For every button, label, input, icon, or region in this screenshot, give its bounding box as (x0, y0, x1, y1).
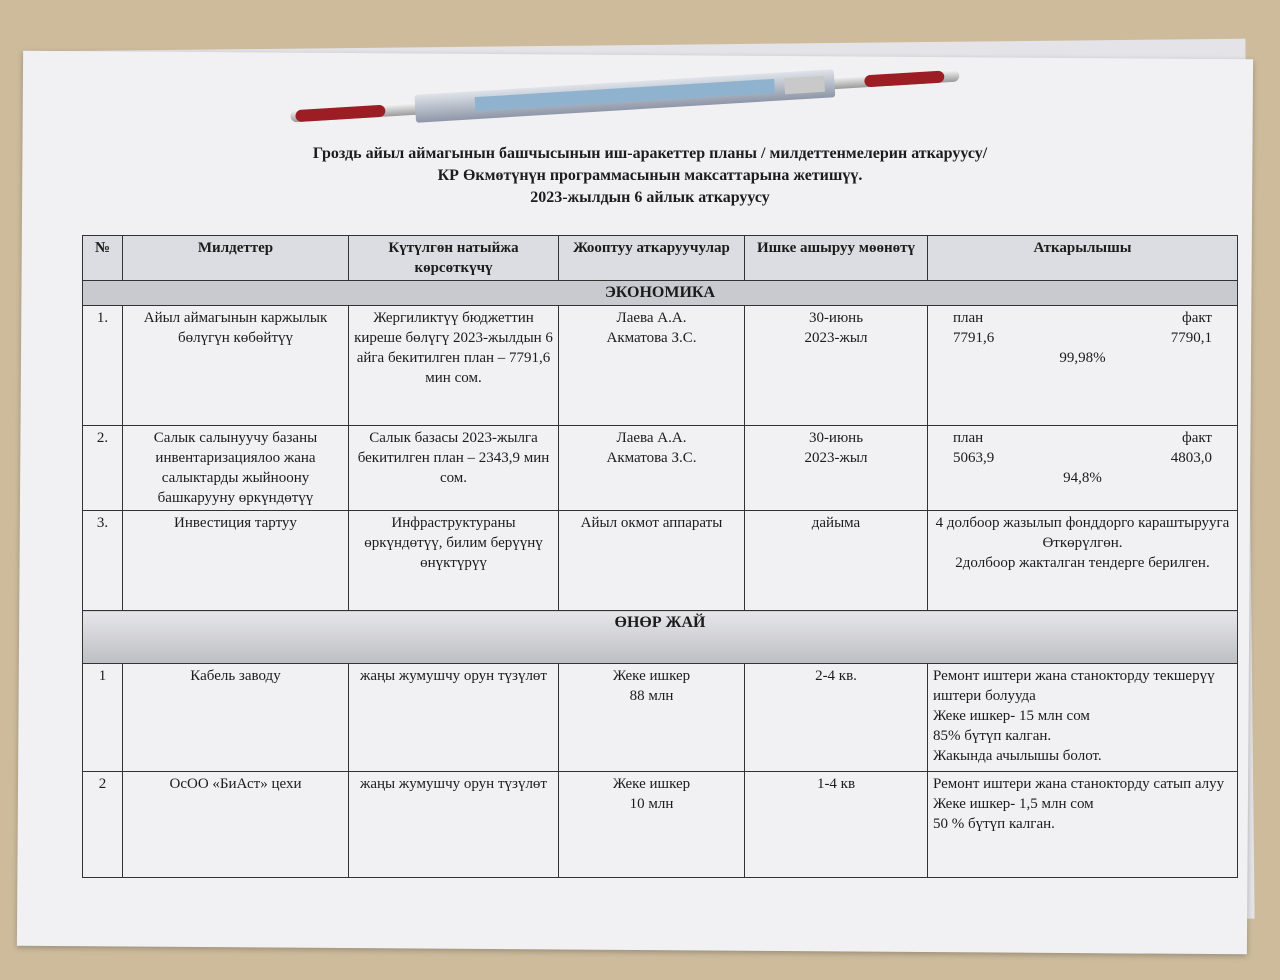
row-execution (928, 772, 1238, 878)
row-expected: жаңы жумушчу орун түзүлөт (349, 772, 559, 878)
plan-fact-labels (933, 308, 1232, 328)
row-num: 2. (83, 426, 123, 511)
plan-fact-labels (933, 428, 1232, 448)
deadline-year: 2023-жыл (804, 330, 868, 346)
execution-line: 50 % бүтүп калган. (933, 816, 1055, 832)
investment-amount: 10 млн (629, 796, 674, 812)
title-line-1: Гроздь айыл аймагынын башчысынын иш-аракеттер планы / милдеттенмелерин аткаруусу/ (312, 145, 988, 162)
row-responsible (559, 772, 745, 878)
responsible-name: Акматова З.С. (606, 330, 697, 346)
header-row (83, 236, 1238, 281)
fact-label: факт (1181, 310, 1212, 326)
row-task: Салык салынуучу базаны инвентаризациялоо жана салыктарды жыйноону башкарууну өркүндөтүү (123, 426, 349, 511)
fastener-left-tip (295, 105, 386, 122)
pen-cap (784, 76, 825, 94)
row-task: Айыл аймагынын каржылык бөлүгүн көбөйтүү (123, 306, 349, 426)
row-expected: Инфраструктураны өркүндөтүү, билим берүүнү өнүктүрүү (349, 511, 559, 611)
row-num: 1. (83, 306, 123, 426)
responsible-name: Лаева А.А. (616, 310, 687, 326)
row-execution (928, 426, 1238, 511)
header-tasks: Милдеттер (123, 236, 349, 281)
section-economy (83, 281, 1238, 306)
execution-line: 2долбоор жакталган тендерге берилген. (955, 555, 1210, 571)
header-responsible: Жооптуу аткаруучулар (559, 236, 745, 281)
row-expected: жаңы жумушчу орун түзүлөт (349, 664, 559, 772)
section-title: ЭКОНОМИКА (83, 281, 1238, 306)
plan-fact-values (933, 328, 1232, 348)
row-deadline (745, 306, 928, 426)
pen-body (475, 79, 775, 111)
section-title: ӨНӨР ЖАЙ (83, 611, 1238, 664)
header-deadline: Ишке ашыруу мөөнөтү (745, 236, 928, 281)
execution-line: Өткөрүлгөн. (1042, 535, 1123, 551)
table-row (83, 664, 1238, 772)
execution-line: Жеке ишкер- 15 млн сом (933, 708, 1090, 724)
table-row (83, 772, 1238, 878)
plan-value: 7791,6 (953, 330, 995, 346)
percent-value: 99,98% (1059, 350, 1106, 366)
fact-value: 7790,1 (1170, 330, 1212, 346)
fact-label: факт (1181, 430, 1212, 446)
row-responsible (559, 664, 745, 772)
execution-line: 85% бүтүп калган. (933, 728, 1052, 744)
row-execution (928, 511, 1238, 611)
section-industry (83, 611, 1238, 664)
row-num: 3. (83, 511, 123, 611)
execution-line: Жеке ишкер- 1,5 млн сом (933, 796, 1094, 812)
responsible-name: Жеке ишкер (612, 668, 691, 684)
title-line-3: 2023-жылдын 6 айлык аткаруусу (530, 189, 770, 206)
row-execution (928, 664, 1238, 772)
execution-line: Жакында ачылышы болот. (933, 748, 1102, 764)
table-row (83, 511, 1238, 611)
row-expected: Салык базасы 2023-жылга бекитилген план – 2343,9 мин сом. (349, 426, 559, 511)
header-execution: Аткарылышы (928, 236, 1238, 281)
table-row (83, 426, 1238, 511)
plan-label: план (953, 310, 984, 326)
responsible-name: Лаева А.А. (616, 430, 687, 446)
plan-label: план (953, 430, 984, 446)
responsible-name: Акматова З.С. (606, 450, 697, 466)
plan-fact-values (933, 448, 1232, 468)
deadline-year: 2023-жыл (804, 450, 868, 466)
plan-value: 5063,9 (953, 450, 995, 466)
row-deadline (745, 426, 928, 511)
responsible-name: Жеке ишкер (612, 776, 691, 792)
execution-line: Ремонт иштери жана станокторду текшерүү иштери болууда (933, 668, 1215, 704)
row-task: Кабель заводу (123, 664, 349, 772)
row-task: Инвестиция тартуу (123, 511, 349, 611)
row-responsible: Айыл окмот аппараты (559, 511, 745, 611)
row-expected: Жергиликтүү бюджеттин киреше бөлүгү 2023-жылдын 6 айга бекитилген план – 7791,6 мин сом. (349, 306, 559, 426)
row-deadline: 2-4 кв. (745, 664, 928, 772)
fact-value: 4803,0 (1170, 450, 1212, 466)
header-expected: Күтүлгөн натыйжа көрсөткүчү (349, 236, 559, 281)
header-num: № (83, 236, 123, 281)
row-deadline: дайыма (745, 511, 928, 611)
execution-line: 4 долбоор жазылып фонддорго караштырууга (935, 515, 1230, 531)
deadline-date: 30-июнь (808, 430, 864, 446)
pen (414, 69, 835, 123)
deadline-date: 30-июнь (808, 310, 864, 326)
row-execution (928, 306, 1238, 426)
row-responsible (559, 426, 745, 511)
fastener-right-tip (864, 70, 945, 87)
action-plan-table (82, 235, 1238, 878)
title-line-2: КР Өкмөтүнүн программасынын максаттарына жетишүү. (437, 167, 863, 184)
table-row (83, 306, 1238, 426)
row-task: ОсОО «БиАст» цехи (123, 772, 349, 878)
row-num: 2 (83, 772, 123, 878)
document-title (110, 143, 1190, 209)
execution-line: Ремонт иштери жана станокторду сатып алуу (933, 776, 1225, 792)
investment-amount: 88 млн (629, 688, 674, 704)
row-deadline: 1-4 кв (745, 772, 928, 878)
percent-value: 94,8% (1063, 470, 1102, 486)
row-num: 1 (83, 664, 123, 772)
row-responsible (559, 306, 745, 426)
